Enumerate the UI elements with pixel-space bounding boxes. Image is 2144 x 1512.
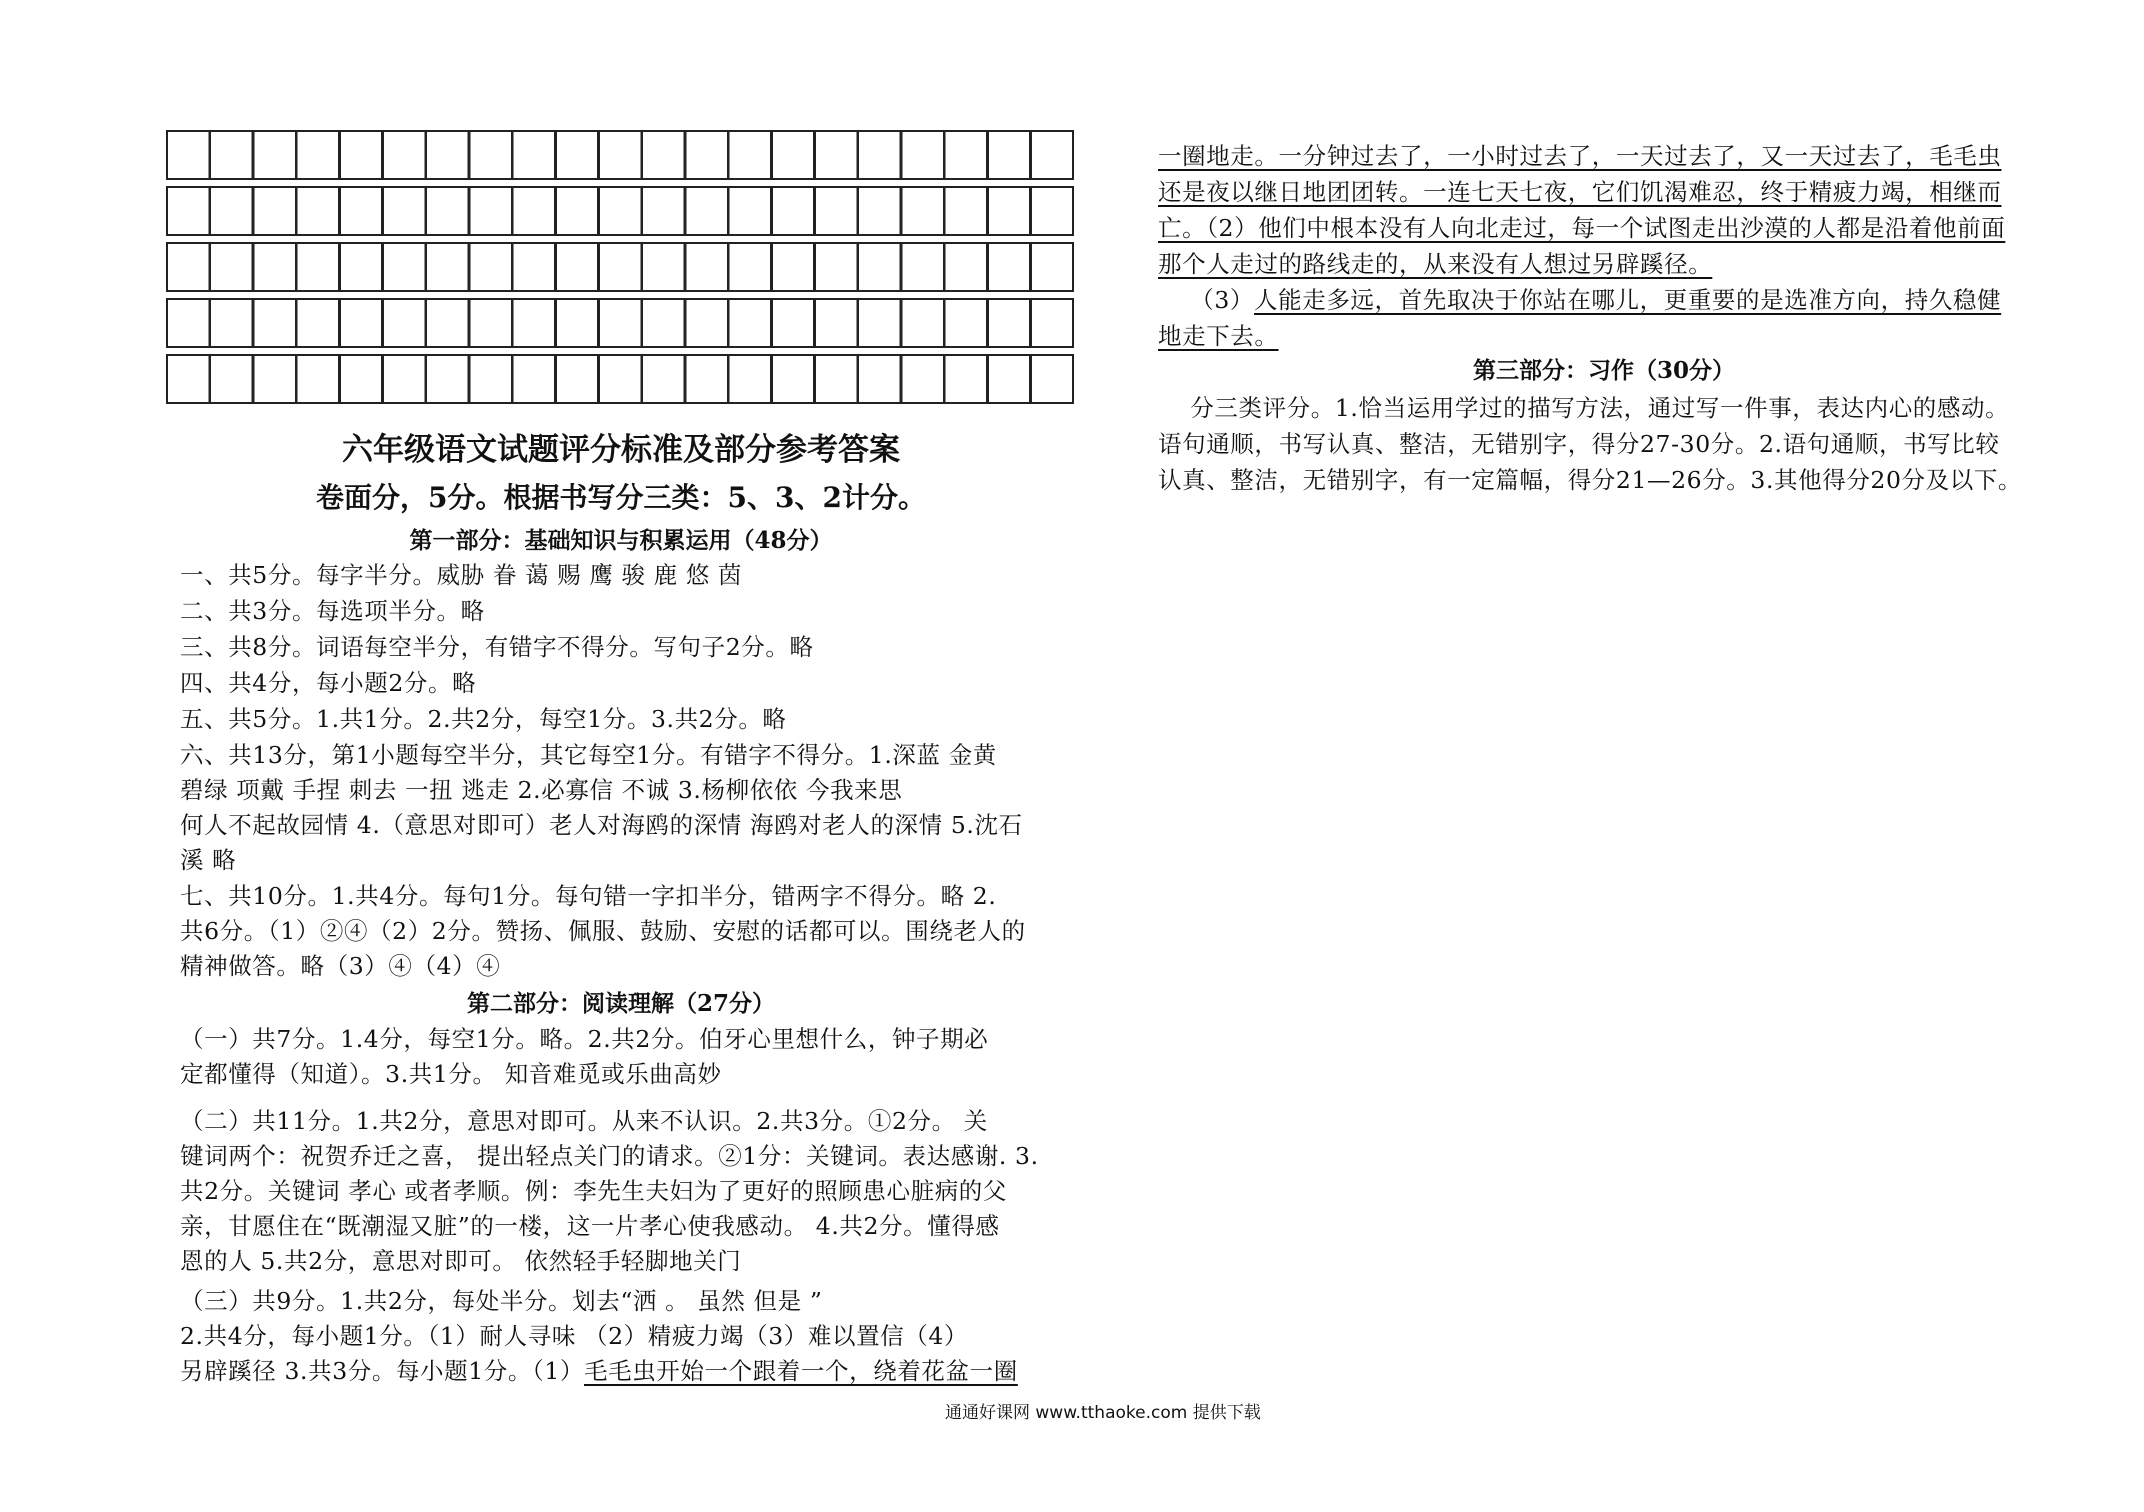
answer-text: 另辟蹊径 3.共3分。每小题1分。（1） bbox=[180, 1357, 584, 1385]
answer-line: （三）共9分。1.共2分，每处半分。划去“洒 。 虽然 但是 ” bbox=[180, 1287, 823, 1315]
answer-line: 六、共13分，第1小题每空半分，其它每空1分。有错字不得分。1.深蓝 金黄 bbox=[180, 741, 997, 769]
underlined-answer: 那个人走过的路线走的，从来没有人想过另辟蹊径。 bbox=[1158, 250, 1713, 278]
grid-row bbox=[166, 186, 1074, 236]
answer-line: 精神做答。略（3）④（4）④ bbox=[180, 952, 501, 980]
grid-row bbox=[166, 130, 1074, 180]
answer-line: 七、共10分。1.共4分。每句1分。每句错一字扣半分，错两字不得分。略 2. bbox=[180, 882, 997, 910]
part1-heading: 第一部分：基础知识与积累运用（48分） bbox=[409, 527, 833, 554]
answer-line: 语句通顺，书写认真、整洁，无错别字，得分27-30分。2.语句通顺，书写比较 bbox=[1158, 430, 2000, 458]
answer-line: 二、共3分。每选项半分。略 bbox=[180, 597, 485, 625]
underlined-answer: 还是夜以继日地团团转。一连七天七夜，它们饥渴难忍，终于精疲力竭，相继而 bbox=[1158, 178, 2002, 206]
answer-text: （3） bbox=[1158, 286, 1255, 314]
underlined-answer: 人能走多远，首先取决于你站在哪儿，更重要的是选准方向，持久稳健 bbox=[1254, 286, 2002, 314]
grid-row bbox=[166, 242, 1074, 292]
footer-source: 通通好课网 www.tthaoke.com 提供下载 bbox=[945, 1403, 1261, 1423]
page-title: 六年级语文试题评分标准及部分参考答案 bbox=[342, 432, 900, 468]
answer-line: 亲，甘愿住在“既潮湿又脏”的一楼，这一片孝心使我感动。 4.共2分。懂得感 bbox=[180, 1212, 1000, 1240]
answer-line: 一、共5分。每字半分。威胁 眷 蔼 赐 鹰 骏 鹿 悠 茵 bbox=[180, 561, 743, 589]
answer-line: 溪 略 bbox=[180, 846, 237, 874]
grid-row bbox=[166, 354, 1074, 404]
grid-row bbox=[166, 298, 1074, 348]
answer-line: 共6分。（1）②④（2）2分。赞扬、佩服、鼓励、安慰的话都可以。围绕老人的 bbox=[180, 917, 1026, 945]
answer-line bbox=[180, 1352, 1080, 1386]
answer-line bbox=[1158, 281, 2058, 315]
underlined-answer: 地走下去。 bbox=[1158, 322, 1279, 350]
underlined-answer: 毛毛虫开始一个跟着一个，绕着花盆一圈 bbox=[584, 1357, 1018, 1385]
underlined-answer: 一圈地走。一分钟过去了，一小时过去了，一天过去了，又一天过去了，毛毛虫 bbox=[1158, 142, 2002, 170]
answer-line: 三、共8分。词语每空半分，有错字不得分。写句子2分。略 bbox=[180, 633, 814, 661]
answer-line: 认真、整洁，无错别字，有一定篇幅，得分21—26分。3.其他得分20分及以下。 bbox=[1158, 466, 2023, 494]
part2-heading: 第二部分：阅读理解（27分） bbox=[466, 990, 775, 1017]
answer-line: 四、共4分，每小题2分。略 bbox=[180, 669, 477, 697]
answer-line: 2.共4分，每小题1分。（1）耐人寻味 （2）精疲力竭（3）难以置信（4） bbox=[180, 1322, 969, 1350]
answer-line: 共2分。关键词 孝心 或者孝顺。例：李先生夫妇为了更好的照顾患心脏病的父 bbox=[180, 1177, 1007, 1205]
answer-line: 定都懂得（知道）。3.共1分。 知音难觅或乐曲高妙 bbox=[180, 1060, 722, 1088]
answer-line: 分三类评分。1.恰当运用学过的描写方法，通过写一件事，表达内心的感动。 bbox=[1158, 394, 2010, 422]
answer-line: （二）共11分。1.共2分，意思对即可。从来不认识。2.共3分。①2分。 关 bbox=[180, 1107, 988, 1135]
answer-line: 五、共5分。1.共1分。2.共2分，每空1分。3.共2分。略 bbox=[180, 705, 787, 733]
underlined-answer: 亡。（2）他们中根本没有人向北走过，每一个试图走出沙漠的人都是沿着他前面 bbox=[1158, 214, 2006, 242]
answer-line: 键词两个：祝贺乔迁之喜， 提出轻点关门的请求。②1分：关键词。表达感谢. 3. bbox=[180, 1142, 1039, 1170]
answer-line: 碧绿 项戴 手捏 刺去 一扭 逃走 2.必寡信 不诚 3.杨柳依依 今我来思 bbox=[180, 776, 903, 804]
part3-heading: 第三部分：习作（30分） bbox=[1472, 357, 1735, 384]
answer-line: （一）共7分。1.4分，每空1分。略。2.共2分。伯牙心里想什么，钟子期必 bbox=[180, 1025, 989, 1053]
answer-line: 恩的人 5.共2分，意思对即可。 依然轻手轻脚地关门 bbox=[180, 1247, 742, 1275]
answer-line: 何人不起故园情 4.（意思对即可）老人对海鸥的深情 海鸥对老人的深情 5.沈石 bbox=[180, 811, 1023, 839]
page-subtitle: 卷面分，5分。根据书写分三类：5、3、2计分。 bbox=[316, 481, 926, 514]
